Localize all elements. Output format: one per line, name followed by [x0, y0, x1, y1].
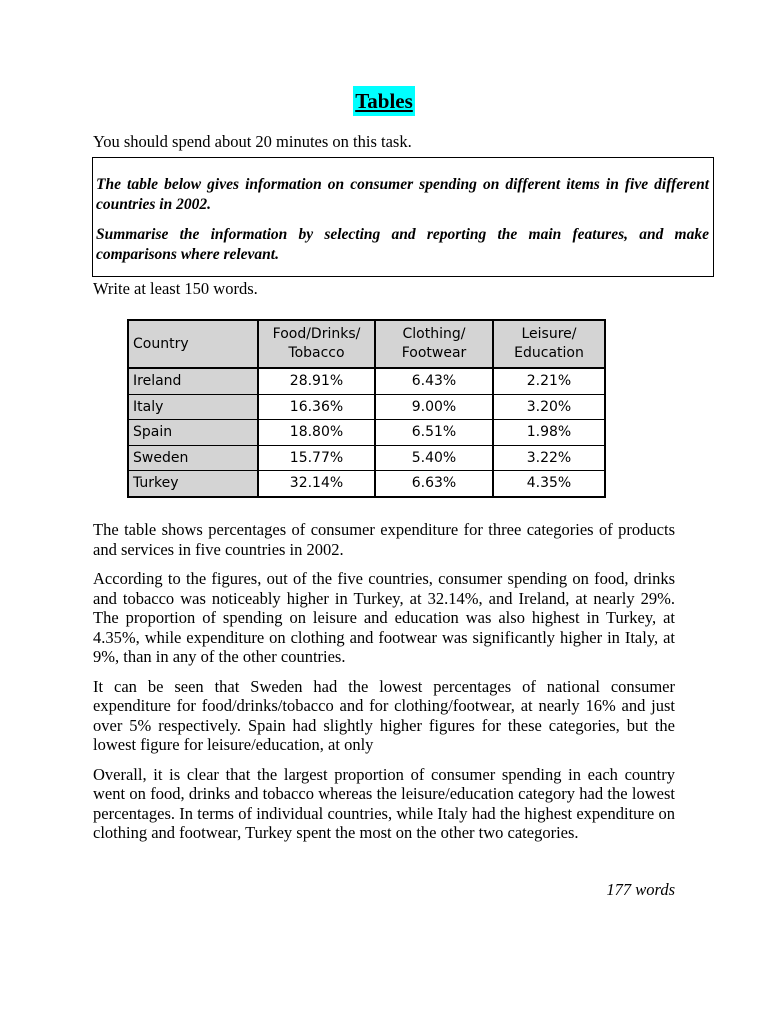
leisure-cell: 3.22%: [493, 445, 605, 471]
table-row: [128, 420, 605, 446]
header-leisure-label: Leisure/ Education: [514, 326, 584, 361]
time-instruction: You should spend about 20 minutes on this task.: [93, 132, 412, 151]
header-clothing-label: Clothing/ Footwear: [401, 326, 467, 361]
table-row: [128, 471, 605, 497]
clothing-cell: 9.00%: [375, 394, 493, 420]
leisure-cell: 3.20%: [493, 394, 605, 420]
essay-paragraph-lowest: It can be seen that Sweden had the lowest percentages of national consumer expenditure for food/drinks/tobacco and for clothing/footwear, at nearly 16% and just over 5% respectively. Spain had slightly higher figures for these categories, but the lowest figure for leisure/education, at only: [93, 676, 675, 754]
country-cell: Spain: [128, 420, 258, 446]
essay-paragraph-intro: The table shows percentages of consumer expenditure for three categories of products and services in five countries in 2002.: [93, 520, 675, 559]
food-cell: 32.14%: [258, 471, 375, 497]
food-cell: 16.36%: [258, 394, 375, 420]
leisure-cell: 2.21%: [493, 368, 605, 394]
word-instruction: Write at least 150 words.: [93, 279, 258, 298]
model-essay: [93, 520, 675, 853]
header-country: [128, 320, 258, 368]
clothing-cell: 5.40%: [375, 445, 493, 471]
table-row: [128, 394, 605, 420]
leisure-cell: 1.98%: [493, 420, 605, 446]
spending-table: [127, 319, 606, 498]
task-instruction: Summarise the information by selecting and reporting the main features, and make comparisons where relevant.: [96, 226, 709, 263]
leisure-cell: 4.35%: [493, 471, 605, 497]
clothing-cell: 6.63%: [375, 471, 493, 497]
country-cell: Turkey: [128, 471, 258, 497]
essay-paragraph-highest: According to the figures, out of the five countries, consumer spending on food, drinks and tobacco was noticeably higher in Turkey, at 32.14%, and Ireland, at nearly 29%. The proportion of spending on leisure and education was also highest in Turkey, at 4.35%, while expenditure on clothing and footwear was significantly higher in Italy, at 9%, than in any of the other countries.: [93, 569, 675, 666]
food-cell: 18.80%: [258, 420, 375, 446]
task-box: [92, 157, 714, 277]
country-cell: Italy: [128, 394, 258, 420]
header-country-label: Country: [133, 335, 189, 352]
header-food-label: Food/Drinks/ Tobacco: [272, 326, 361, 361]
essay-paragraph-overview: Overall, it is clear that the largest proportion of consumer spending in each country went on food, drinks and tobacco whereas the leisure/education category had the lowest percentages. In terms of individual countries, while Italy had the highest expenditure on clothing and footwear, Turkey spent the most on the other two categories.: [93, 764, 675, 842]
word-count: 177 words: [606, 880, 675, 899]
header-clothing: [375, 320, 493, 368]
table-header-row: [128, 320, 605, 368]
table-row: [128, 368, 605, 394]
country-cell: Sweden: [128, 445, 258, 471]
table-row: [128, 445, 605, 471]
food-cell: 15.77%: [258, 445, 375, 471]
header-leisure: [493, 320, 605, 368]
clothing-cell: 6.43%: [375, 368, 493, 394]
header-food: [258, 320, 375, 368]
country-cell: Ireland: [128, 368, 258, 394]
clothing-cell: 6.51%: [375, 420, 493, 446]
task-prompt: The table below gives information on consumer spending on different items in five different countries in 2002.: [96, 176, 709, 213]
page-title: Tables: [353, 86, 415, 116]
title-container: [0, 86, 768, 116]
food-cell: 28.91%: [258, 368, 375, 394]
